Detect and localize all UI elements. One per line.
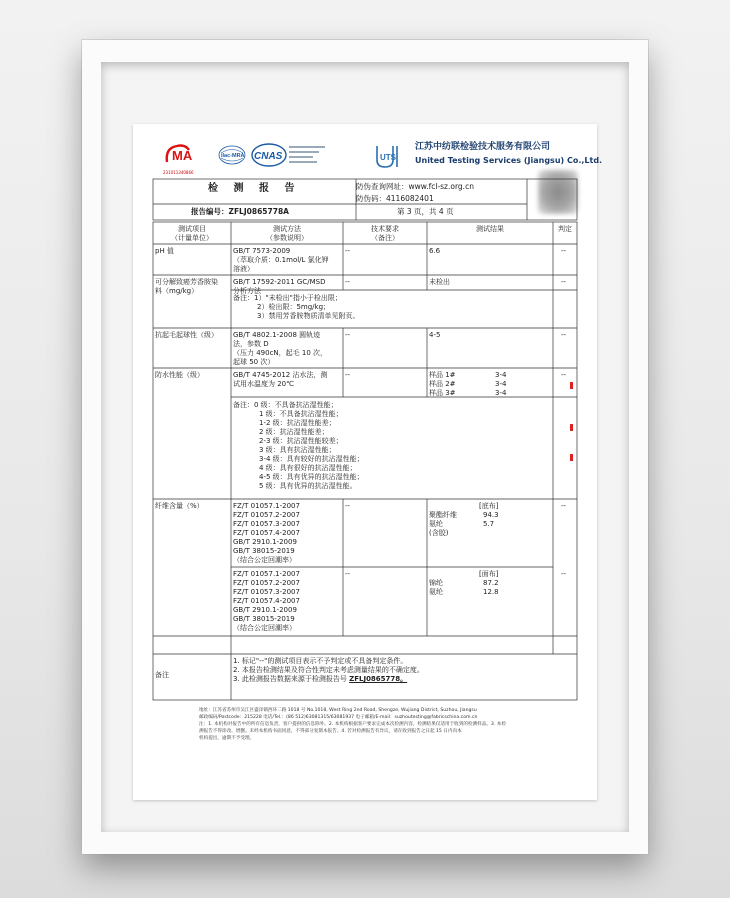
remark-ref-number: ZFLJ0865778。	[349, 675, 408, 683]
water-judgement: --	[561, 371, 567, 379]
ph-item: pH 值	[155, 247, 174, 255]
header-result: 测试结果	[476, 225, 504, 233]
water-item: 防水性能（级）	[155, 371, 204, 379]
header-method-line2: （参数说明）	[266, 234, 308, 242]
amine-requirement: --	[345, 278, 351, 286]
water-sample-3	[429, 389, 456, 398]
water-note-line: 3-4 级：具有较好的抗沾湿性能；	[259, 455, 364, 463]
amine-item-line: 可分解致癌芳香胺染	[155, 278, 218, 286]
pilling-judgement: --	[561, 331, 567, 339]
header-req-line1: 技术要求	[371, 225, 399, 233]
water-method	[233, 371, 327, 389]
ph-judgement: --	[561, 247, 567, 255]
fiber-methods-2	[233, 570, 300, 633]
red-seam-mark	[570, 454, 573, 461]
water-method-line: 试用水温度为 20℃	[233, 380, 294, 388]
remarks-lines	[233, 657, 424, 684]
uts-text: UTS	[380, 153, 396, 162]
amine-note-line: 备注：1）"未检出"指小于检出限；	[233, 294, 342, 302]
amine-item	[155, 278, 218, 296]
ph-requirement: --	[345, 247, 351, 255]
amine-item-line: 料（mg/kg）	[155, 287, 199, 295]
water-sample-1	[429, 371, 456, 380]
footer-line: 地址：江苏省苏州市吴江区盛泽镇西环二路 1018 号 No.1018, West Ring 2nd Road, Shengze, Wujiang District, Suzhou, Jiangsu	[199, 708, 477, 713]
cnas-text: CNAS	[254, 151, 283, 162]
fiber-part1-name: (含胶)	[429, 529, 449, 537]
fiber-method-line: （结合公定回潮率）	[233, 556, 296, 564]
fiber-method-line: FZ/T 01057.3-2007	[233, 588, 300, 596]
fiber-part2-name: 氨纶	[429, 588, 443, 596]
footer-line: 测报告不得涂改、增删。未经本机构书面同意，不得部分复制本报告。4. 若对检测报告有异议，请在收到报告之日起 15 日内向本	[199, 729, 462, 734]
fiber-judgement: --	[561, 502, 567, 510]
water-note-line: 2-3 级：抗沾湿性能较差；	[259, 437, 343, 445]
red-seam-mark	[570, 424, 573, 431]
water-note	[233, 401, 364, 491]
water-note-line: 4 级：具有很好的抗沾湿性能；	[259, 464, 357, 472]
water-note-line: 5 级：具有优异的抗沾湿性能。	[259, 482, 357, 490]
pilling-method-line: 法，参数 D	[233, 340, 269, 348]
fiber-part1-label: [底布]	[479, 502, 499, 510]
fiber-method-line: FZ/T 01057.4-2007	[233, 529, 300, 537]
fiber-method-line: FZ/T 01057.4-2007	[233, 597, 300, 605]
company-name-en: United Testing Services (Jiangsu) Co.,Ltd.	[415, 156, 603, 165]
sample-label: 样品 1#	[429, 371, 456, 379]
report-number-label: 报告编号：	[191, 207, 229, 216]
report-number	[191, 207, 289, 216]
pilling-result: 4-5	[429, 331, 441, 339]
remark-line	[233, 675, 424, 684]
ph-method-line: GB/T 7573-2009	[233, 247, 291, 255]
remark-line: 2. 本报告检测结果及符合性判定未考虑测量结果的不确定度。	[233, 666, 424, 674]
sample-label: 样品 2#	[429, 380, 456, 388]
page-info: 第 3 页，共 4 页	[397, 207, 454, 216]
pilling-item: 抗起毛起球性（级）	[155, 331, 218, 339]
water-sample-2-value: 3-4	[495, 380, 507, 388]
water-note-line: 1 级：不具备抗沾湿性能；	[259, 410, 343, 418]
fiber-item: 纤维含量（%）	[155, 502, 204, 510]
ph-method-line: （萃取介质：0.1mol/L 氯化钾	[233, 256, 329, 264]
header-item-line2: （计量单位）	[171, 234, 213, 242]
fiber-method-line: （结合公定回潮率）	[233, 624, 296, 632]
fiber-part2-label: [面布]	[479, 570, 499, 578]
ph-method	[233, 247, 329, 274]
water-note-line: 1-2 级：抗沾湿性能差；	[259, 419, 336, 427]
amine-judgement: --	[561, 278, 567, 286]
remark-line: 1. 标记"--"的测试项目表示不予判定或不具备判定条件。	[233, 657, 408, 665]
fiber-method-line: GB/T 2910.1-2009	[233, 538, 297, 546]
fiber-method-line: GB/T 38015-2019	[233, 615, 295, 623]
company-name-cn: 江苏中纺联检验技术服务有限公司	[415, 142, 551, 152]
water-sample-2	[429, 380, 456, 389]
amine-result: 未检出	[429, 278, 450, 286]
red-seam-mark	[570, 382, 573, 389]
fiber-part2-value: 87.2	[483, 579, 499, 587]
footer-line: 邮政编码/Postcode：215228 电话/Tel.：(86 512)63081315/63081937 电子邮箱/E-mail：suzhoutesting@fabricschina.com.cn	[199, 715, 478, 720]
water-method-line: GB/T 4745-2012 沾水法，测	[233, 371, 328, 379]
footer-line: 机构提出，逾期不予受理。	[199, 736, 255, 741]
fiber-method-line: FZ/T 01057.3-2007	[233, 520, 300, 528]
pilling-method-line: （压力 490cN，起毛 10 次，	[233, 349, 328, 357]
ph-method-line: 溶液）	[233, 265, 254, 273]
fiber-part1-name: 氨纶	[429, 520, 443, 528]
header-item-line1: 测试项目	[178, 225, 206, 233]
footer-line: 注：1. 本机构对报告中的所有信息负责，客户提供的信息除外。2. 本机构根据客户要求完成本次检测内容，检测结果仅适用于收到的检测样品。3. 本检	[199, 722, 506, 727]
amine-note	[233, 294, 359, 321]
cma-cert-number: 231011340866	[163, 170, 194, 175]
water-sample-3-value: 3-4	[495, 389, 507, 397]
header-requirement	[343, 225, 427, 243]
amine-note-line: 2）检出限：5mg/kg；	[257, 303, 331, 311]
fiber-judgement-2: --	[561, 570, 567, 578]
fiber-method-line: FZ/T 01057.1-2007	[233, 570, 300, 578]
header-method-line1: 测试方法	[273, 225, 301, 233]
fiber-method-line: FZ/T 01057.2-2007	[233, 511, 300, 519]
header-judgement: 判定	[558, 225, 572, 233]
header-method	[231, 225, 343, 243]
fiber-part1-value: 94.3	[483, 511, 499, 519]
water-note-line: 3 级：具有抗沾湿性能；	[259, 446, 336, 454]
pilling-method	[233, 331, 327, 367]
water-note-line: 4-5 级：具有优异的抗沾湿性能；	[259, 473, 364, 481]
amine-method-line: 分析方法	[233, 287, 261, 295]
security-code: 防伪码：4116082401	[356, 194, 434, 203]
fiber-method-line: FZ/T 01057.2-2007	[233, 579, 300, 587]
water-note-line: 2 级：抗沾湿性能差；	[259, 428, 329, 436]
query-site: 防伪查询网址：www.fcl-sz.org.cn	[356, 182, 474, 191]
fiber-methods-1	[233, 502, 300, 565]
fiber-requirement-2: --	[345, 570, 351, 578]
fiber-method-line: GB/T 38015-2019	[233, 547, 295, 555]
cma-text: MA	[172, 148, 193, 163]
fiber-part1-name: 聚酯纤维	[429, 511, 457, 519]
amine-method-line: GB/T 17592-2011 GC/MSD	[233, 278, 326, 286]
water-requirement: --	[345, 371, 351, 379]
amine-note-line: 3）禁用芳香胺物质清单见附页。	[257, 312, 360, 320]
report-title: 检 测 报 告	[208, 183, 301, 194]
fiber-part2-name: 锦纶	[429, 579, 443, 587]
fiber-part1-value: 5.7	[483, 520, 495, 528]
fiber-method-line: FZ/T 01057.1-2007	[233, 502, 300, 510]
ph-result: 6.6	[429, 247, 441, 255]
fiber-part2-value: 12.8	[483, 588, 499, 596]
fiber-method-line: GB/T 2910.1-2009	[233, 606, 297, 614]
report-page	[133, 124, 603, 800]
water-sample-1-value: 3-4	[495, 371, 507, 379]
pilling-requirement: --	[345, 331, 351, 339]
remarks-label: 备注	[155, 671, 169, 679]
sample-label: 样品 3#	[429, 389, 456, 397]
fiber-requirement-1: --	[345, 502, 351, 510]
remark-line-text: 3. 此检测报告数据来源于检测报告号	[233, 675, 350, 683]
report-number-value: ZFLJ0865778A	[228, 207, 289, 216]
header-item	[153, 225, 231, 243]
pilling-method-line: GB/T 4802.1-2008 圆轨迹	[233, 331, 321, 339]
header-req-line2: （备注）	[371, 234, 399, 242]
water-note-line: 备注：0 级：不具备抗沾湿性能；	[233, 401, 338, 409]
ilac-text: ilac-MRA	[221, 153, 245, 159]
pilling-method-line: 起球 50 次）	[233, 358, 275, 366]
